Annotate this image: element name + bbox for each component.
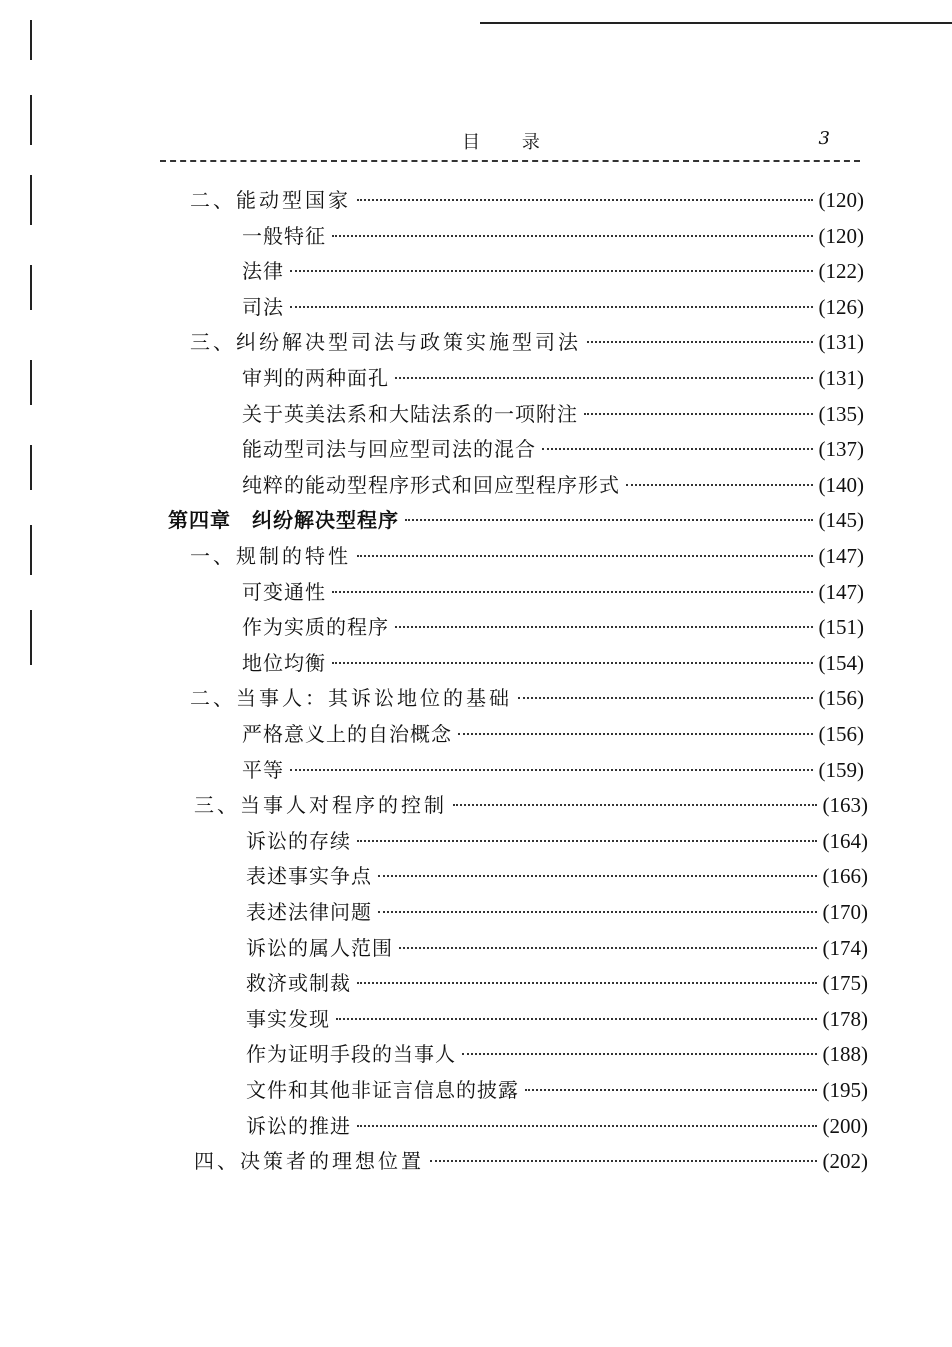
toc-entry-title: 二、能动型国家 <box>190 188 351 212</box>
toc-entry-title: 严格意义上的自治概念 <box>242 722 452 746</box>
toc-entry-page: (140) <box>818 473 864 497</box>
toc-entry-title: 表述事实争点 <box>246 864 372 888</box>
toc-entry-page: (174) <box>822 936 868 960</box>
dot-leader <box>357 840 817 842</box>
binding-mark <box>30 610 32 665</box>
toc-entry <box>242 718 864 752</box>
toc-entry <box>242 398 864 432</box>
dot-leader <box>357 982 817 984</box>
toc-entry <box>246 860 868 894</box>
binding-mark <box>30 525 32 575</box>
running-header <box>160 128 860 160</box>
toc-entry-title: 第四章 纠纷解决型程序 <box>168 508 399 532</box>
dot-leader <box>542 448 813 450</box>
binding-mark <box>30 95 32 145</box>
toc-entry <box>242 469 864 503</box>
toc-entry-title: 审判的两种面孔 <box>242 366 389 390</box>
toc-entry-page: (126) <box>818 295 864 319</box>
toc-entry-title: 作为证明手段的当事人 <box>246 1042 456 1066</box>
toc-entry-page: (145) <box>818 508 864 532</box>
toc-entry <box>246 896 868 930</box>
toc-entry-title: 诉讼的属人范围 <box>246 936 393 960</box>
toc-entry-title: 地位均衡 <box>242 651 326 675</box>
dot-leader <box>290 270 813 272</box>
toc-entry <box>242 291 864 325</box>
toc-entry-title: 三、纠纷解决型司法与政策实施型司法 <box>190 330 581 354</box>
toc-entry-page: (147) <box>818 544 864 568</box>
toc-entry-page: (178) <box>822 1007 868 1031</box>
dot-leader <box>462 1053 817 1055</box>
toc-entry-page: (156) <box>818 722 864 746</box>
toc-entry-page: (164) <box>822 829 868 853</box>
toc-entry-title: 三、当事人对程序的控制 <box>194 793 447 817</box>
toc-entry-page: (120) <box>818 224 864 248</box>
dot-leader <box>357 1125 817 1127</box>
toc-entry-title: 二、当事人：其诉讼地位的基础 <box>190 686 512 710</box>
toc-entry-page: (151) <box>818 615 864 639</box>
dot-leader <box>290 769 813 771</box>
dot-leader <box>458 733 813 735</box>
toc-entry-title: 法律 <box>242 259 284 283</box>
dot-leader <box>336 1018 817 1020</box>
toc-entry-page: (200) <box>822 1114 868 1138</box>
toc-entry <box>246 825 868 859</box>
toc-entry-page: (154) <box>818 651 864 675</box>
toc-entry <box>190 184 864 218</box>
binding-mark <box>30 175 32 225</box>
dot-leader <box>378 875 817 877</box>
toc-entry-title: 平等 <box>242 758 284 782</box>
dot-leader <box>518 697 813 699</box>
toc-entry <box>246 1003 868 1037</box>
binding-mark <box>30 20 32 60</box>
toc-entry-title: 诉讼的存续 <box>246 829 351 853</box>
toc-entry-title: 表述法律问题 <box>246 900 372 924</box>
toc-entry <box>246 1074 868 1108</box>
toc-entry-page: (195) <box>822 1078 868 1102</box>
binding-mark <box>30 445 32 490</box>
dot-leader <box>332 662 813 664</box>
toc-entry-title: 一、规制的特性 <box>190 544 351 568</box>
toc-entry-title: 事实发现 <box>246 1007 330 1031</box>
toc-entry-page: (170) <box>822 900 868 924</box>
toc-entry-page: (188) <box>822 1042 868 1066</box>
dot-leader <box>357 199 813 201</box>
dot-leader <box>332 591 813 593</box>
dot-leader <box>430 1160 817 1162</box>
dot-leader <box>395 626 813 628</box>
toc-entry-page: (131) <box>818 366 864 390</box>
toc-entry-page: (159) <box>818 758 864 782</box>
dot-leader <box>378 911 817 913</box>
dot-leader <box>584 413 813 415</box>
toc-entry <box>242 433 864 467</box>
toc-entry-page: (202) <box>822 1149 868 1173</box>
toc-entry <box>246 1110 868 1144</box>
dot-leader <box>587 341 813 343</box>
header-title: 目 录 <box>462 132 558 153</box>
binding-mark <box>30 360 32 405</box>
toc-entry <box>242 647 864 681</box>
toc-entry-page: (120) <box>818 188 864 212</box>
dot-leader <box>357 555 813 557</box>
toc-entry-title: 司法 <box>242 295 284 319</box>
toc-entry-title: 救济或制裁 <box>246 971 351 995</box>
dot-leader <box>290 306 813 308</box>
toc-entry <box>194 1145 868 1179</box>
toc-entry-title: 能动型司法与回应型司法的混合 <box>242 437 536 461</box>
binding-mark <box>30 265 32 310</box>
toc-entry <box>246 1038 868 1072</box>
toc-entry-page: (156) <box>818 686 864 710</box>
toc-entry-title: 关于英美法系和大陆法系的一项附注 <box>242 402 578 426</box>
toc-entry-page: (122) <box>818 259 864 283</box>
toc-entry-title: 四、决策者的理想位置 <box>194 1149 424 1173</box>
toc-entry <box>194 789 868 823</box>
toc-entry <box>190 540 864 574</box>
dot-leader <box>626 484 813 486</box>
toc-entry <box>242 255 864 289</box>
toc-entry <box>242 576 864 610</box>
dot-leader <box>399 947 817 949</box>
toc-entry-page: (137) <box>818 437 864 461</box>
toc-entry-title: 可变通性 <box>242 580 326 604</box>
toc-entry-title: 作为实质的程序 <box>242 615 389 639</box>
toc-entry-page: (166) <box>822 864 868 888</box>
toc-entry-page: (131) <box>818 330 864 354</box>
header-rule <box>160 160 860 162</box>
toc-entry <box>190 682 864 716</box>
toc-entry-page: (135) <box>818 402 864 426</box>
toc-entry-title: 文件和其他非证言信息的披露 <box>246 1078 519 1102</box>
header-page-number: 3 <box>818 128 830 149</box>
dot-leader <box>453 804 817 806</box>
toc-entry-title: 诉讼的推进 <box>246 1114 351 1138</box>
dot-leader <box>405 519 813 521</box>
toc-entry-page: (175) <box>822 971 868 995</box>
toc-entry <box>242 754 864 788</box>
toc-entry <box>242 362 864 396</box>
toc-entry <box>242 611 864 645</box>
toc-entry-page: (163) <box>822 793 868 817</box>
toc-entry-title: 纯粹的能动型程序形式和回应型程序形式 <box>242 473 620 497</box>
dot-leader <box>525 1089 817 1091</box>
toc-entry <box>246 932 868 966</box>
scan-top-rule <box>480 22 952 24</box>
toc-entry-page: (147) <box>818 580 864 604</box>
toc-entry <box>190 326 864 360</box>
dot-leader <box>332 235 813 237</box>
toc-entry <box>246 967 868 1001</box>
dot-leader <box>395 377 813 379</box>
toc-entry-title: 一般特征 <box>242 224 326 248</box>
toc-entry <box>168 504 864 538</box>
toc-entry <box>242 220 864 254</box>
